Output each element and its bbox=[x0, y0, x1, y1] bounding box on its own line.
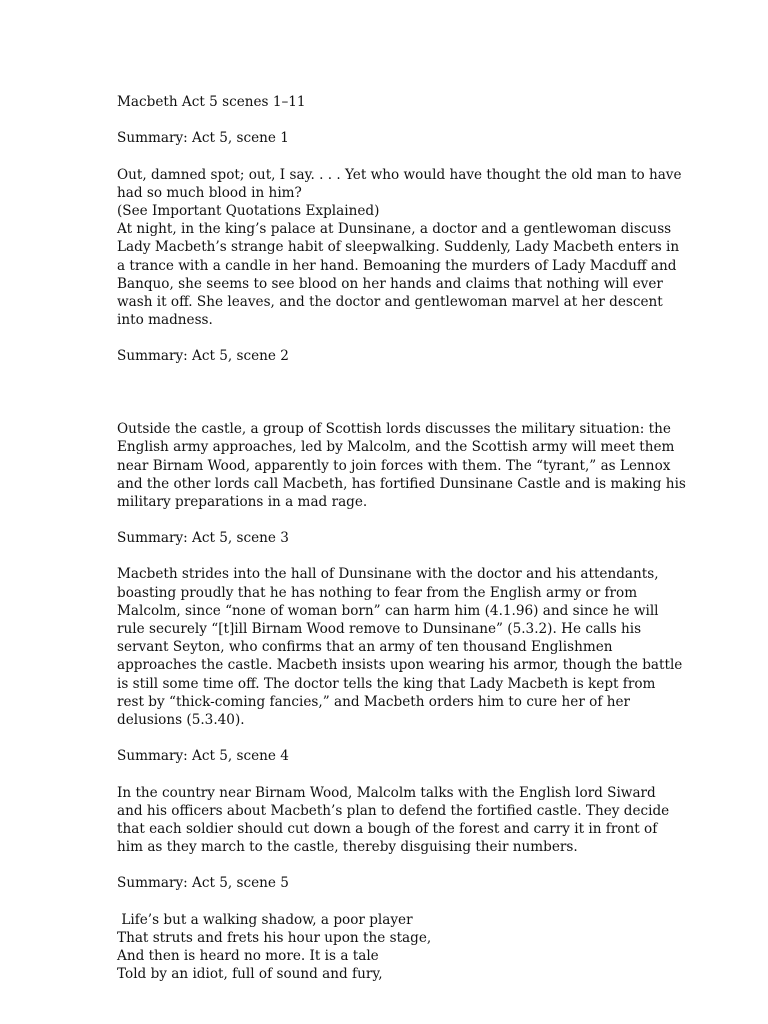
scene1-heading: Summary: Act 5, scene 1 bbox=[117, 130, 289, 146]
scene1-quote-line: Out, damned spot; out, I say. . . . Yet who would have thought the old man to have bbox=[117, 167, 682, 183]
scene2-heading: Summary: Act 5, scene 2 bbox=[117, 348, 289, 364]
scene1-paragraph-line: into madness. bbox=[117, 312, 213, 328]
scene3-paragraph-line: boasting proudly that he has nothing to fear from the English army or from bbox=[117, 585, 638, 601]
scene3-paragraph-line: Macbeth strides into the hall of Dunsinane with the doctor and his attendants, bbox=[117, 566, 659, 582]
scene3-paragraph-line: rest by “thick-coming fancies,” and Macbeth orders him to cure her of her bbox=[117, 694, 630, 710]
scene3-paragraph-line: rule securely “[t]ill Birnam Wood remove to Dunsinane” (5.3.2). He calls his bbox=[117, 621, 642, 637]
scene3-paragraph-line: is still some time off. The doctor tells the king that Lady Macbeth is kept from bbox=[117, 676, 656, 692]
scene1-quote-line: had so much blood in him? bbox=[117, 185, 302, 201]
scene5-verse-line: Life’s but a walking shadow, a poor player bbox=[117, 912, 413, 928]
scene5-heading: Summary: Act 5, scene 5 bbox=[117, 875, 289, 891]
document-title: Macbeth Act 5 scenes 1–11 bbox=[117, 94, 306, 110]
scene2-paragraph-line: and the other lords call Macbeth, has fortified Dunsinane Castle and is making his bbox=[117, 476, 686, 492]
scene1-paragraph-line: wash it off. She leaves, and the doctor and gentlewoman marvel at her descent bbox=[117, 294, 663, 310]
scene3-paragraph-line: delusions (5.3.40). bbox=[117, 712, 245, 728]
scene1-paragraph-line: At night, in the king’s palace at Dunsinane, a doctor and a gentlewoman discuss bbox=[117, 221, 672, 237]
scene4-paragraph-line: and his officers about Macbeth’s plan to defend the fortified castle. They decide bbox=[117, 803, 670, 819]
scene4-heading: Summary: Act 5, scene 4 bbox=[117, 748, 289, 764]
scene3-paragraph-line: Malcolm, since “none of woman born” can harm him (4.1.96) and since he will bbox=[117, 603, 659, 619]
scene5-verse-line: And then is heard no more. It is a tale bbox=[117, 948, 379, 964]
scene3-paragraph-line: approaches the castle. Macbeth insists upon wearing his armor, though the battle bbox=[117, 657, 683, 673]
scene1-quote-reference: (See Important Quotations Explained) bbox=[117, 203, 380, 219]
scene3-paragraph-line: servant Seyton, who confirms that an army of ten thousand Englishmen bbox=[117, 639, 613, 655]
scene2-paragraph-line: English army approaches, led by Malcolm, and the Scottish army will meet them bbox=[117, 439, 675, 455]
scene4-paragraph-line: that each soldier should cut down a bough of the forest and carry it in front of bbox=[117, 821, 658, 837]
scene3-heading: Summary: Act 5, scene 3 bbox=[117, 530, 289, 546]
scene4-paragraph-line: In the country near Birnam Wood, Malcolm talks with the English lord Siward bbox=[117, 785, 656, 801]
scene1-paragraph-line: Lady Macbeth’s strange habit of sleepwalking. Suddenly, Lady Macbeth enters in bbox=[117, 239, 680, 255]
scene5-verse-line: That struts and frets his hour upon the stage, bbox=[117, 930, 432, 946]
scene2-paragraph-line: Outside the castle, a group of Scottish lords discusses the military situation: the bbox=[117, 421, 671, 437]
scene1-paragraph-line: a trance with a candle in her hand. Bemoaning the murders of Lady Macduff and bbox=[117, 258, 677, 274]
scene4-paragraph-line: him as they march to the castle, thereby disguising their numbers. bbox=[117, 839, 578, 855]
scene5-verse-line: Told by an idiot, full of sound and fury, bbox=[117, 966, 383, 982]
scene2-paragraph-line: military preparations in a mad rage. bbox=[117, 494, 368, 510]
scene1-paragraph-line: Banquo, she seems to see blood on her hands and claims that nothing will ever bbox=[117, 276, 663, 292]
scene2-paragraph-line: near Birnam Wood, apparently to join forces with them. The “tyrant,” as Lennox bbox=[117, 458, 671, 474]
